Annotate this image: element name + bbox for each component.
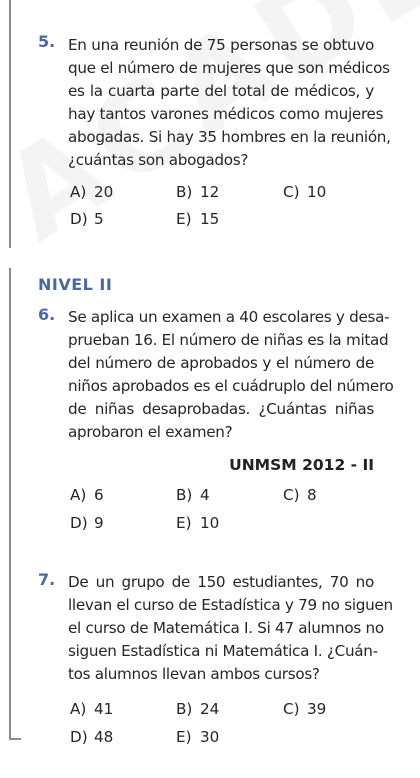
option-e: E) 10 [176, 514, 220, 532]
question-text-line: el curso de Matemática I. Si 47 alumnos no [68, 619, 384, 637]
option-b: B) 12 [176, 183, 220, 201]
question-number: 7. [38, 570, 56, 589]
option-a: A) 41 [70, 700, 114, 718]
question-text-line: de niñas desaprobadas. ¿Cuántas niñas [68, 400, 374, 418]
question-text-line: ¿cuántas son abogados? [68, 151, 249, 169]
option-d: D) 5 [70, 210, 104, 228]
question-text-line: prueban 16. El número de niñas es la mitad [68, 331, 389, 349]
question-text-line: abogadas. Si hay 35 hombres en la reunión, [68, 128, 391, 146]
option-b: B) 24 [176, 700, 220, 718]
margin-rule-end [9, 738, 21, 740]
question-text-line: siguen Estadística ni Matemática I. ¿Cuán- [68, 642, 378, 660]
question-text-line: De un grupo de 150 estudiantes, 70 no [68, 573, 374, 591]
question-text-line: llevan el curso de Estadística y 79 no siguen [68, 596, 393, 614]
question-number: 6. [38, 305, 56, 324]
option-c: C) 39 [283, 700, 327, 718]
question-text-line: aprobaron el examen? [68, 423, 233, 441]
option-c: C) 10 [283, 183, 327, 201]
exam-source-label: UNMSM 2012 - II [229, 456, 374, 474]
question-text-line: del número de aprobados y el número de [68, 354, 374, 372]
option-c: C) 8 [283, 486, 317, 504]
question-text-line: tos alumnos llevan ambos cursos? [68, 665, 320, 683]
option-e: E) 15 [176, 210, 220, 228]
question-text-line: es la cuarta parte del total de médicos, y [68, 82, 374, 100]
question-number: 5. [38, 32, 56, 51]
margin-rule [9, 0, 11, 248]
margin-rule [9, 268, 11, 738]
option-b: B) 4 [176, 486, 210, 504]
question-text-line: Se aplica un examen a 40 escolares y desa- [68, 308, 390, 326]
option-d: D) 9 [70, 514, 104, 532]
section-title: NIVEL II [38, 275, 113, 294]
question-text-line: hay tantos varones médicos como mujeres [68, 105, 384, 123]
option-a: A) 6 [70, 486, 104, 504]
option-e: E) 30 [176, 728, 220, 746]
question-text-line: que el número de mujeres que son médicos [68, 59, 390, 77]
option-a: A) 20 [70, 183, 114, 201]
question-text-line: niños aprobados es el cuádruplo del número [68, 377, 394, 395]
question-text-line: En una reunión de 75 personas se obtuvo [68, 36, 374, 54]
option-d: D) 48 [70, 728, 114, 746]
